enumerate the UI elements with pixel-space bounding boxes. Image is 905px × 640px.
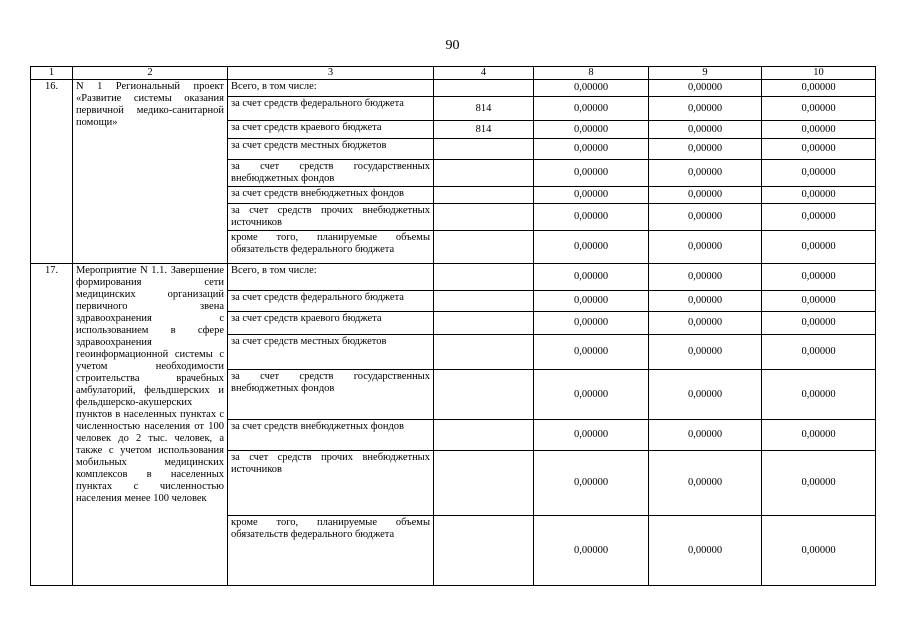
value-col-10: 0,00000 <box>762 187 876 204</box>
value-col-10: 0,00000 <box>762 312 876 335</box>
budget-code <box>434 516 534 586</box>
column-header: 8 <box>534 67 649 80</box>
value-col-10: 0,00000 <box>762 204 876 231</box>
row-number: 17. <box>31 264 73 586</box>
value-col-10: 0,00000 <box>762 370 876 420</box>
value-col-8: 0,00000 <box>534 121 649 139</box>
value-col-9: 0,00000 <box>649 80 762 97</box>
value-col-10: 0,00000 <box>762 231 876 264</box>
funding-source: за счет средств местных бюджетов <box>228 335 434 370</box>
value-col-8: 0,00000 <box>534 451 649 516</box>
column-header: 2 <box>73 67 228 80</box>
budget-code <box>434 139 534 160</box>
funding-source: кроме того, планируемые объемы обязательств федерального бюджета <box>228 516 434 586</box>
column-header: 3 <box>228 67 434 80</box>
value-col-8: 0,00000 <box>534 231 649 264</box>
funding-source: за счет средств краевого бюджета <box>228 121 434 139</box>
funding-source: кроме того, планируемые объемы обязательств федерального бюджета <box>228 231 434 264</box>
funding-source: за счет средств внебюджетных фондов <box>228 420 434 451</box>
funding-source: за счет средств государственных внебюджетных фондов <box>228 160 434 187</box>
funding-source: за счет средств краевого бюджета <box>228 312 434 335</box>
budget-code <box>434 187 534 204</box>
value-col-9: 0,00000 <box>649 187 762 204</box>
column-header: 1 <box>31 67 73 80</box>
funding-source: за счет средств государственных внебюджетных фондов <box>228 370 434 420</box>
column-header: 10 <box>762 67 876 80</box>
budget-code <box>434 160 534 187</box>
value-col-8: 0,00000 <box>534 160 649 187</box>
value-col-9: 0,00000 <box>649 264 762 291</box>
value-col-10: 0,00000 <box>762 335 876 370</box>
value-col-9: 0,00000 <box>649 204 762 231</box>
funding-source: Всего, в том числе: <box>228 80 434 97</box>
funding-source: за счет средств прочих внебюджетных источников <box>228 451 434 516</box>
table-row <box>31 80 876 97</box>
value-col-9: 0,00000 <box>649 121 762 139</box>
value-col-8: 0,00000 <box>534 187 649 204</box>
value-col-9: 0,00000 <box>649 370 762 420</box>
funding-source: Всего, в том числе: <box>228 264 434 291</box>
project-name: N 1 Региональный проект «Развитие системы оказания первичной медико-санитарной помощи» <box>73 80 228 264</box>
value-col-8: 0,00000 <box>534 312 649 335</box>
column-header-row <box>31 67 876 80</box>
table-row <box>31 264 876 291</box>
budget-code <box>434 370 534 420</box>
value-col-8: 0,00000 <box>534 291 649 312</box>
page-number: 90 <box>445 38 460 53</box>
value-col-9: 0,00000 <box>649 291 762 312</box>
value-col-10: 0,00000 <box>762 97 876 121</box>
value-col-9: 0,00000 <box>649 312 762 335</box>
value-col-10: 0,00000 <box>762 291 876 312</box>
funding-source: за счет средств федерального бюджета <box>228 97 434 121</box>
value-col-10: 0,00000 <box>762 516 876 586</box>
value-col-9: 0,00000 <box>649 160 762 187</box>
value-col-10: 0,00000 <box>762 264 876 291</box>
value-col-10: 0,00000 <box>762 80 876 97</box>
value-col-8: 0,00000 <box>534 370 649 420</box>
funding-source: за счет средств прочих внебюджетных источников <box>228 204 434 231</box>
budget-code <box>434 204 534 231</box>
funding-source: за счет средств федерального бюджета <box>228 291 434 312</box>
value-col-8: 0,00000 <box>534 97 649 121</box>
column-header: 4 <box>434 67 534 80</box>
value-col-10: 0,00000 <box>762 139 876 160</box>
budget-code <box>434 264 534 291</box>
value-col-9: 0,00000 <box>649 97 762 121</box>
value-col-8: 0,00000 <box>534 80 649 97</box>
value-col-9: 0,00000 <box>649 516 762 586</box>
value-col-10: 0,00000 <box>762 451 876 516</box>
column-header: 9 <box>649 67 762 80</box>
value-col-10: 0,00000 <box>762 420 876 451</box>
value-col-8: 0,00000 <box>534 420 649 451</box>
funding-source: за счет средств внебюджетных фондов <box>228 187 434 204</box>
value-col-9: 0,00000 <box>649 451 762 516</box>
budget-code <box>434 335 534 370</box>
value-col-9: 0,00000 <box>649 420 762 451</box>
budget-code: 814 <box>434 121 534 139</box>
budget-code <box>434 80 534 97</box>
value-col-10: 0,00000 <box>762 121 876 139</box>
budget-code <box>434 420 534 451</box>
budget-code <box>434 312 534 335</box>
value-col-9: 0,00000 <box>649 231 762 264</box>
project-name: Мероприятие N 1.1. Завершение формирования сети медицинских организаций первичного звена здравоохранения с использованием в сфере здравоохранения геоинформационной системы с учетом необходимости строительства врачебных амбулаторий, фельдшерских и фельдшерско-акушерских пунктов в населенных пунктах с численностью населения от 100 человек до 2 тыс. человек, а также с учетом использования мобильных медицинских комплексов в населенных пунктах с численностью населения менее 100 человек <box>73 264 228 586</box>
budget-code: 814 <box>434 97 534 121</box>
value-col-9: 0,00000 <box>649 335 762 370</box>
budget-code <box>434 291 534 312</box>
value-col-8: 0,00000 <box>534 139 649 160</box>
row-number: 16. <box>31 80 73 264</box>
budget-code <box>434 231 534 264</box>
value-col-8: 0,00000 <box>534 264 649 291</box>
value-col-8: 0,00000 <box>534 335 649 370</box>
value-col-8: 0,00000 <box>534 204 649 231</box>
value-col-9: 0,00000 <box>649 139 762 160</box>
value-col-8: 0,00000 <box>534 516 649 586</box>
funding-source: за счет средств местных бюджетов <box>228 139 434 160</box>
budget-code <box>434 451 534 516</box>
value-col-10: 0,00000 <box>762 160 876 187</box>
budget-table <box>30 66 876 586</box>
